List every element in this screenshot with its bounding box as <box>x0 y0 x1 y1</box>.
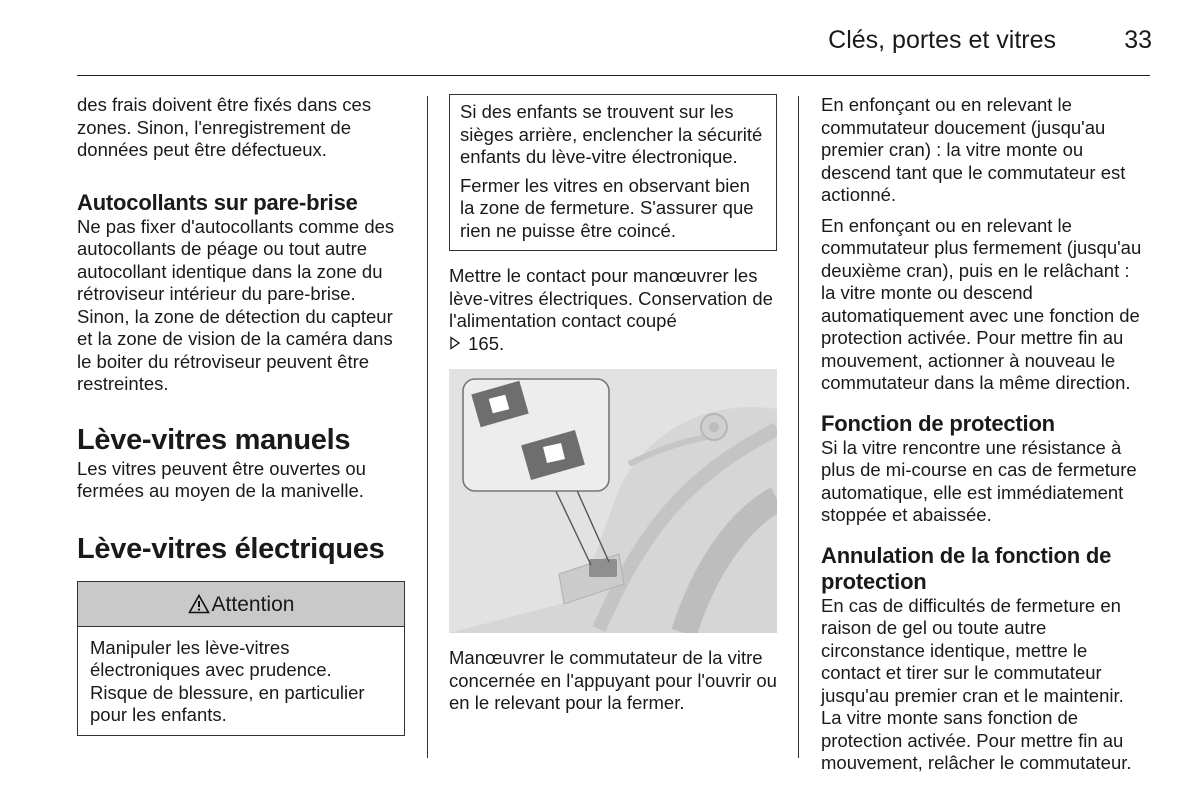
second-notch-text: En enfonçant ou en relevant le commutateur plus fermement (jusqu'au deuxième cran), puis en le relâchant : la vitre monte ou descend automatiquement avec une fonction de protection activée. Pour mettre fin au mouvement, actionner à nouveau le commutateur dans la même direction. <box>821 214 1142 393</box>
child-safety-text: Si des enfants se trouvent sur les sièges arrière, enclencher la sécurité enfants du lève-vitre électronique. <box>460 101 763 167</box>
first-notch-text: En enfonçant ou en relevant le commutateur doucement (jusqu'au premier cran) : la vitre monte ou descend tant que le commutateur est actionné. <box>821 94 1126 205</box>
column-3 <box>821 94 1149 775</box>
closing-zone-text: Fermer les vitres en observant bien la zone de fermeture. S'assurer que rien ne puisse être coincé. <box>460 174 754 241</box>
window-switch-illustration <box>449 369 777 633</box>
page-number: 33 <box>1124 26 1152 54</box>
attention-label: Attention <box>211 592 295 616</box>
stickers-heading: Autocollants sur pare-brise <box>77 189 358 215</box>
page-reference-arrow-icon <box>449 333 463 356</box>
section-title: Clés, portes et vitres <box>828 26 1056 54</box>
ignition-text-body: Mettre le contact pour manœuvrer les lève-vitres électriques. Conservation de l'alimentation contact coupé <box>449 265 773 331</box>
manual-windows-heading: Lève-vitres manuels <box>77 423 351 456</box>
attention-body: Manipuler les lève-vitres électroniques avec prudence. Risque de blessure, en particulier pour les enfants. <box>90 636 365 725</box>
manual-windows-text: Les vitres peuvent être ouvertes ou fermées au moyen de la manivelle. <box>77 457 366 501</box>
protection-text: Si la vitre rencontre une résistance à plus de mi-course en cas de fermeture automatique, elle est immédiatement stoppée et abaissée. <box>821 436 1137 525</box>
ignition-text <box>449 265 777 355</box>
column-divider-2 <box>798 96 799 758</box>
warning-triangle-icon <box>188 585 210 631</box>
protection-heading: Fonction de protection <box>821 410 1055 436</box>
intro-text: des frais doivent être fixés dans ces zones. Sinon, l'enregistrement de données peut être défectueux. <box>77 94 372 160</box>
child-safety-box <box>449 94 777 251</box>
stickers-text: Ne pas fixer d'autocollants comme des autocollants de péage ou tout autre autocollant identique dans la zone du rétroviseur intérieur du pare-brise. Sinon, la zone de détection du capteur et la zone de vision de la caméra dans le boiter du rétroviseur peuvent être restreintes. <box>77 215 395 394</box>
attention-box <box>77 581 405 736</box>
column-2 <box>449 94 777 715</box>
column-1 <box>77 94 405 736</box>
cancel-protection-text: En cas de difficultés de fermeture en raison de gel ou toute autre circonstance identique, mettre le contact et tirer sur le commutateur jusqu'au premier cran et le maintenir. La vitre monte sans fonction de protection activée. Pour mettre fin au mouvement, relâcher le commutateur. <box>821 594 1132 773</box>
cancel-protection-heading: Annulation de la fonction de protection <box>821 542 1112 594</box>
page-reference: 165. <box>468 332 505 354</box>
figure-caption: Manœuvrer le commutateur de la vitre concernée en l'appuyant pour l'ouvrir ou en le relevant pour la fermer. <box>449 647 777 713</box>
electric-windows-heading: Lève-vitres électriques <box>77 532 385 565</box>
attention-header <box>78 582 404 627</box>
header-rule <box>77 75 1150 76</box>
column-divider-1 <box>427 96 428 758</box>
